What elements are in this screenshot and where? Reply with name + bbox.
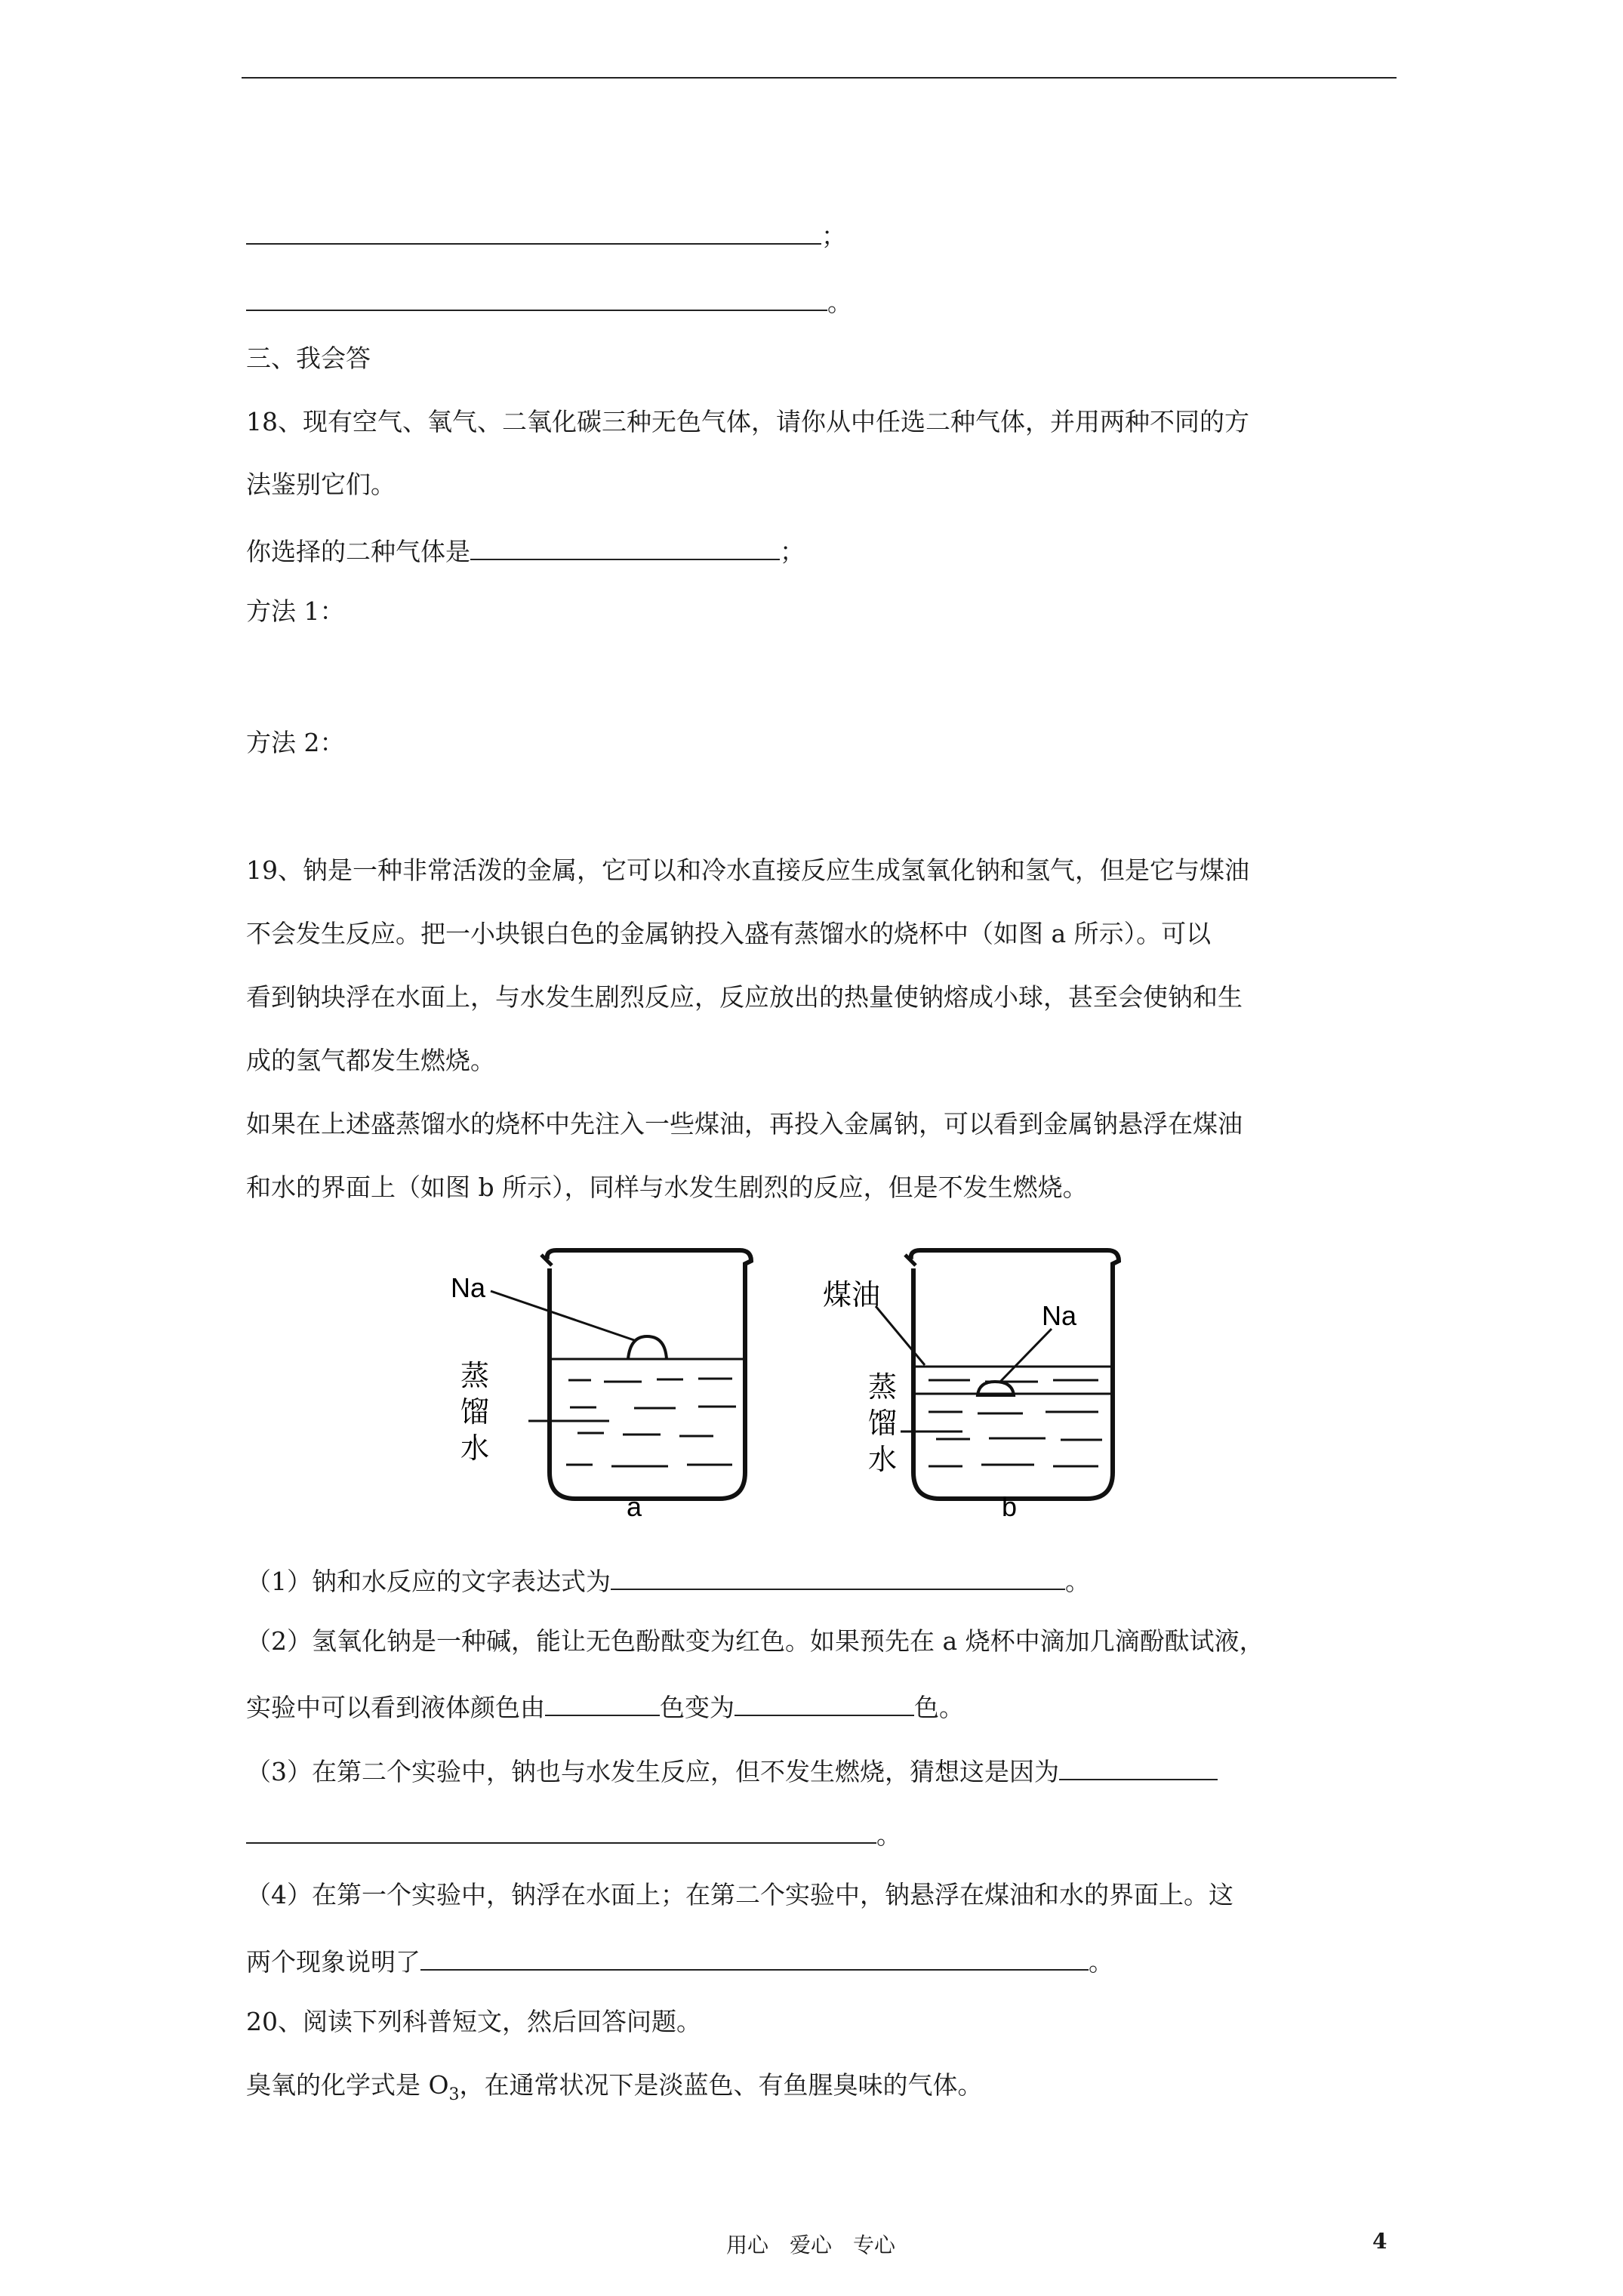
- answer-line-2: 。: [246, 284, 852, 318]
- q19-text: 看到钠块浮在水面上，与水发生剧烈反应，反应放出的热量使钠熔成小球，甚至会使钠和生: [246, 982, 1243, 1012]
- equation-blank[interactable]: [611, 1563, 1065, 1590]
- blank[interactable]: [246, 284, 827, 311]
- color-from-blank[interactable]: [545, 1689, 660, 1716]
- reason-blank-cont[interactable]: [246, 1817, 876, 1844]
- method-2-label: 方法 2：: [246, 728, 345, 757]
- q19-text: 不会发生反应。把一小块银白色的金属钠投入盛有蒸馏水的烧杯中（如图 a 所示）。可以: [246, 919, 1212, 948]
- gas-blank[interactable]: [470, 533, 780, 560]
- footer-motto: 用心 爱心 专心: [726, 2233, 896, 2257]
- q19-text: 成的氢气都发生燃烧。: [246, 1046, 495, 1075]
- label-na-b: Na: [1042, 1300, 1077, 1331]
- q18-text: 法鉴别它们。: [246, 470, 396, 499]
- label-water-a: 蒸: [460, 1361, 490, 1392]
- q19-text: 19、钠是一种非常活泼的金属，它可以和冷水直接反应生成氢氧化钠和氢气，但是它与煤油: [246, 855, 1249, 885]
- caption-b: b: [1002, 1491, 1018, 1522]
- beaker-b: [876, 1250, 1119, 1499]
- caption-a: a: [627, 1491, 642, 1522]
- q19-text: 如果在上述盛蒸馏水的烧杯中先注入一些煤油，再投入金属钠，可以看到金属钠悬浮在煤油: [246, 1109, 1243, 1139]
- label-water-a: 馏: [460, 1397, 490, 1428]
- beaker-figure: [442, 1246, 1151, 1525]
- q19-3-cont: 。: [246, 1817, 901, 1851]
- label-water-b: 水: [868, 1444, 898, 1476]
- q19-1: （1）钠和水反应的文字表达式为 。: [246, 1563, 1090, 1597]
- page-number: 4: [1372, 2229, 1387, 2254]
- q19-4: （4）在第一个实验中，钠浮在水面上；在第二个实验中，钠悬浮在煤油和水的界面上。这: [246, 1880, 1233, 1909]
- q19-2-colors: 实验中可以看到液体颜色由 色变为 色。: [246, 1689, 964, 1723]
- reason-blank[interactable]: [1059, 1753, 1218, 1780]
- q18-gases: 你选择的二种气体是 ；: [246, 533, 805, 567]
- q18-text: 18、现有空气、氧气、二氧化碳三种无色气体，请你从中任选二种气体，并用两种不同的方: [246, 407, 1249, 436]
- section-heading: 三、我会答: [246, 344, 371, 373]
- answer-line-1: ；: [246, 217, 846, 251]
- label-water-b: 馏: [868, 1408, 898, 1440]
- conclusion-blank[interactable]: [420, 1943, 1089, 1971]
- header-rule: [242, 77, 1397, 79]
- beaker-a: [491, 1250, 751, 1499]
- method-1-label: 方法 1：: [246, 596, 345, 626]
- q19-2: （2）氢氧化钠是一种碱，能让无色酚酞变为红色。如果预先在 a 烧杯中滴加几滴酚酞试液，: [246, 1626, 1264, 1656]
- blank[interactable]: [246, 217, 821, 245]
- q19-4-cont: 两个现象说明了 。: [246, 1943, 1113, 1977]
- label-water-b: 蒸: [868, 1372, 898, 1404]
- q20-text: 臭氧的化学式是 $O_3$，在通常状况下是淡蓝色、有鱼腥臭味的气体。: [246, 2070, 983, 2104]
- label-water-a: 水: [460, 1433, 490, 1465]
- q19-3: （3）在第二个实验中，钠也与水发生反应，但不发生燃烧，猜想这是因为: [246, 1753, 1218, 1787]
- label-oil-b: 煤油: [823, 1280, 881, 1311]
- label-na-a: Na: [451, 1272, 486, 1303]
- q20: 20、阅读下列科普短文，然后回答问题。: [246, 2007, 701, 2036]
- color-to-blank[interactable]: [735, 1689, 914, 1716]
- q19-text: 和水的界面上（如图 b 所示），同样与水发生剧烈的反应，但是不发生燃烧。: [246, 1173, 1088, 1202]
